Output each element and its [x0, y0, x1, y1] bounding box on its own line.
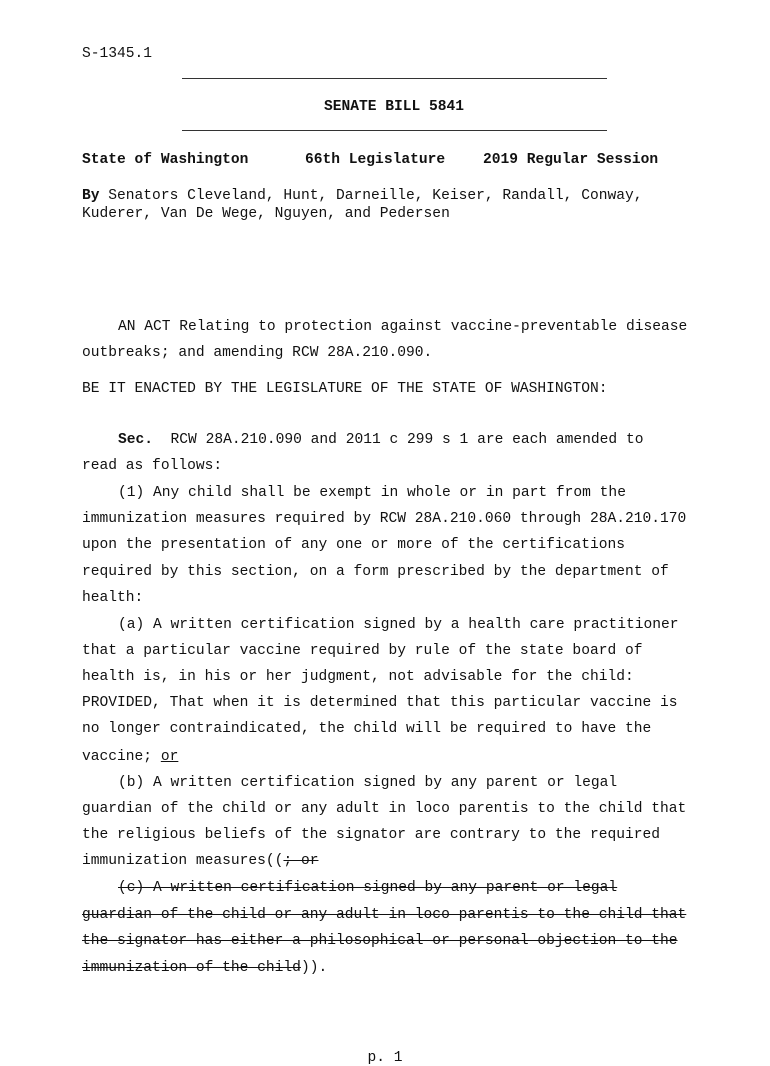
p1-line: required by this section, on a form prescribed by the department of — [82, 564, 669, 580]
pb-line: (b) A written certification signed by any parent or legal — [118, 775, 618, 791]
pa-line: health is, in his or her judgment, not advisable for the child: — [82, 669, 634, 685]
top-rule — [182, 78, 607, 79]
bill-title: SENATE BILL 5841 — [323, 99, 465, 115]
sponsors-text-1: Senators Cleveland, Hunt, Darneille, Keiser, Randall, Conway, — [99, 188, 643, 204]
bill-code: S-1345.1 — [82, 46, 153, 62]
bottom-rule — [182, 130, 607, 131]
pb-last-line — [82, 853, 318, 869]
p1-line: health: — [82, 590, 144, 606]
struck-text: ; or — [283, 853, 319, 869]
pb-last-text: immunization measures(( — [82, 853, 284, 869]
pb-line: guardian of the child or any adult in loco parentis to the child that — [82, 801, 687, 817]
section-intro-line-1 — [118, 432, 643, 448]
pc-last-line — [82, 960, 327, 976]
session-label: 2019 Regular Session — [483, 152, 659, 168]
by-label: By — [82, 188, 100, 204]
pa-line: that a particular vaccine required by rule of the state board of — [82, 643, 643, 659]
state-label: State of Washington — [82, 152, 249, 168]
pa-last-text: vaccine; — [82, 749, 161, 765]
page-number: p. 1 — [367, 1050, 403, 1066]
closing-text: )). — [300, 960, 328, 976]
pc-struck-line: the signator has either a philosophical or personal objection to the — [82, 933, 678, 949]
pa-line: no longer contraindicated, the child will be required to have the — [82, 721, 652, 737]
inserted-text: or — [160, 749, 179, 765]
pa-line: (a) A written certification signed by a health care practitioner — [118, 617, 679, 633]
section-intro-text: RCW 28A.210.090 and 2011 c 299 s 1 are each amended to — [153, 432, 644, 448]
p1-line: (1) Any child shall be exempt in whole or in part from the — [118, 485, 626, 501]
pb-line: the religious beliefs of the signator are contrary to the required — [82, 827, 661, 843]
act-line-1: AN ACT Relating to protection against vaccine-preventable disease — [118, 319, 688, 335]
p1-line: upon the presentation of any one or more of the certifications — [82, 537, 625, 553]
sponsors-line-1 — [82, 188, 643, 204]
section-intro-line-2: read as follows: — [82, 458, 223, 474]
p1-line: immunization measures required by RCW 28A.210.060 through 28A.210.170 — [82, 511, 687, 527]
pc-struck-line: (c) A written certification signed by any parent or legal — [118, 880, 618, 896]
struck-text: immunization of the child — [82, 960, 301, 976]
pc-struck-line: guardian of the child or any adult in loco parentis to the child that — [82, 907, 687, 923]
enacting-clause: BE IT ENACTED BY THE LEGISLATURE OF THE STATE OF WASHINGTON: — [82, 381, 608, 397]
sponsors-line-2: Kuderer, Van De Wege, Nguyen, and Pedersen — [82, 206, 450, 222]
legislature-label: 66th Legislature — [305, 152, 446, 168]
act-line-2: outbreaks; and amending RCW 28A.210.090. — [82, 345, 433, 361]
sec-label: Sec. — [118, 432, 154, 448]
pa-last-line — [82, 749, 178, 765]
pa-line: PROVIDED, That when it is determined that this particular vaccine is — [82, 695, 678, 711]
